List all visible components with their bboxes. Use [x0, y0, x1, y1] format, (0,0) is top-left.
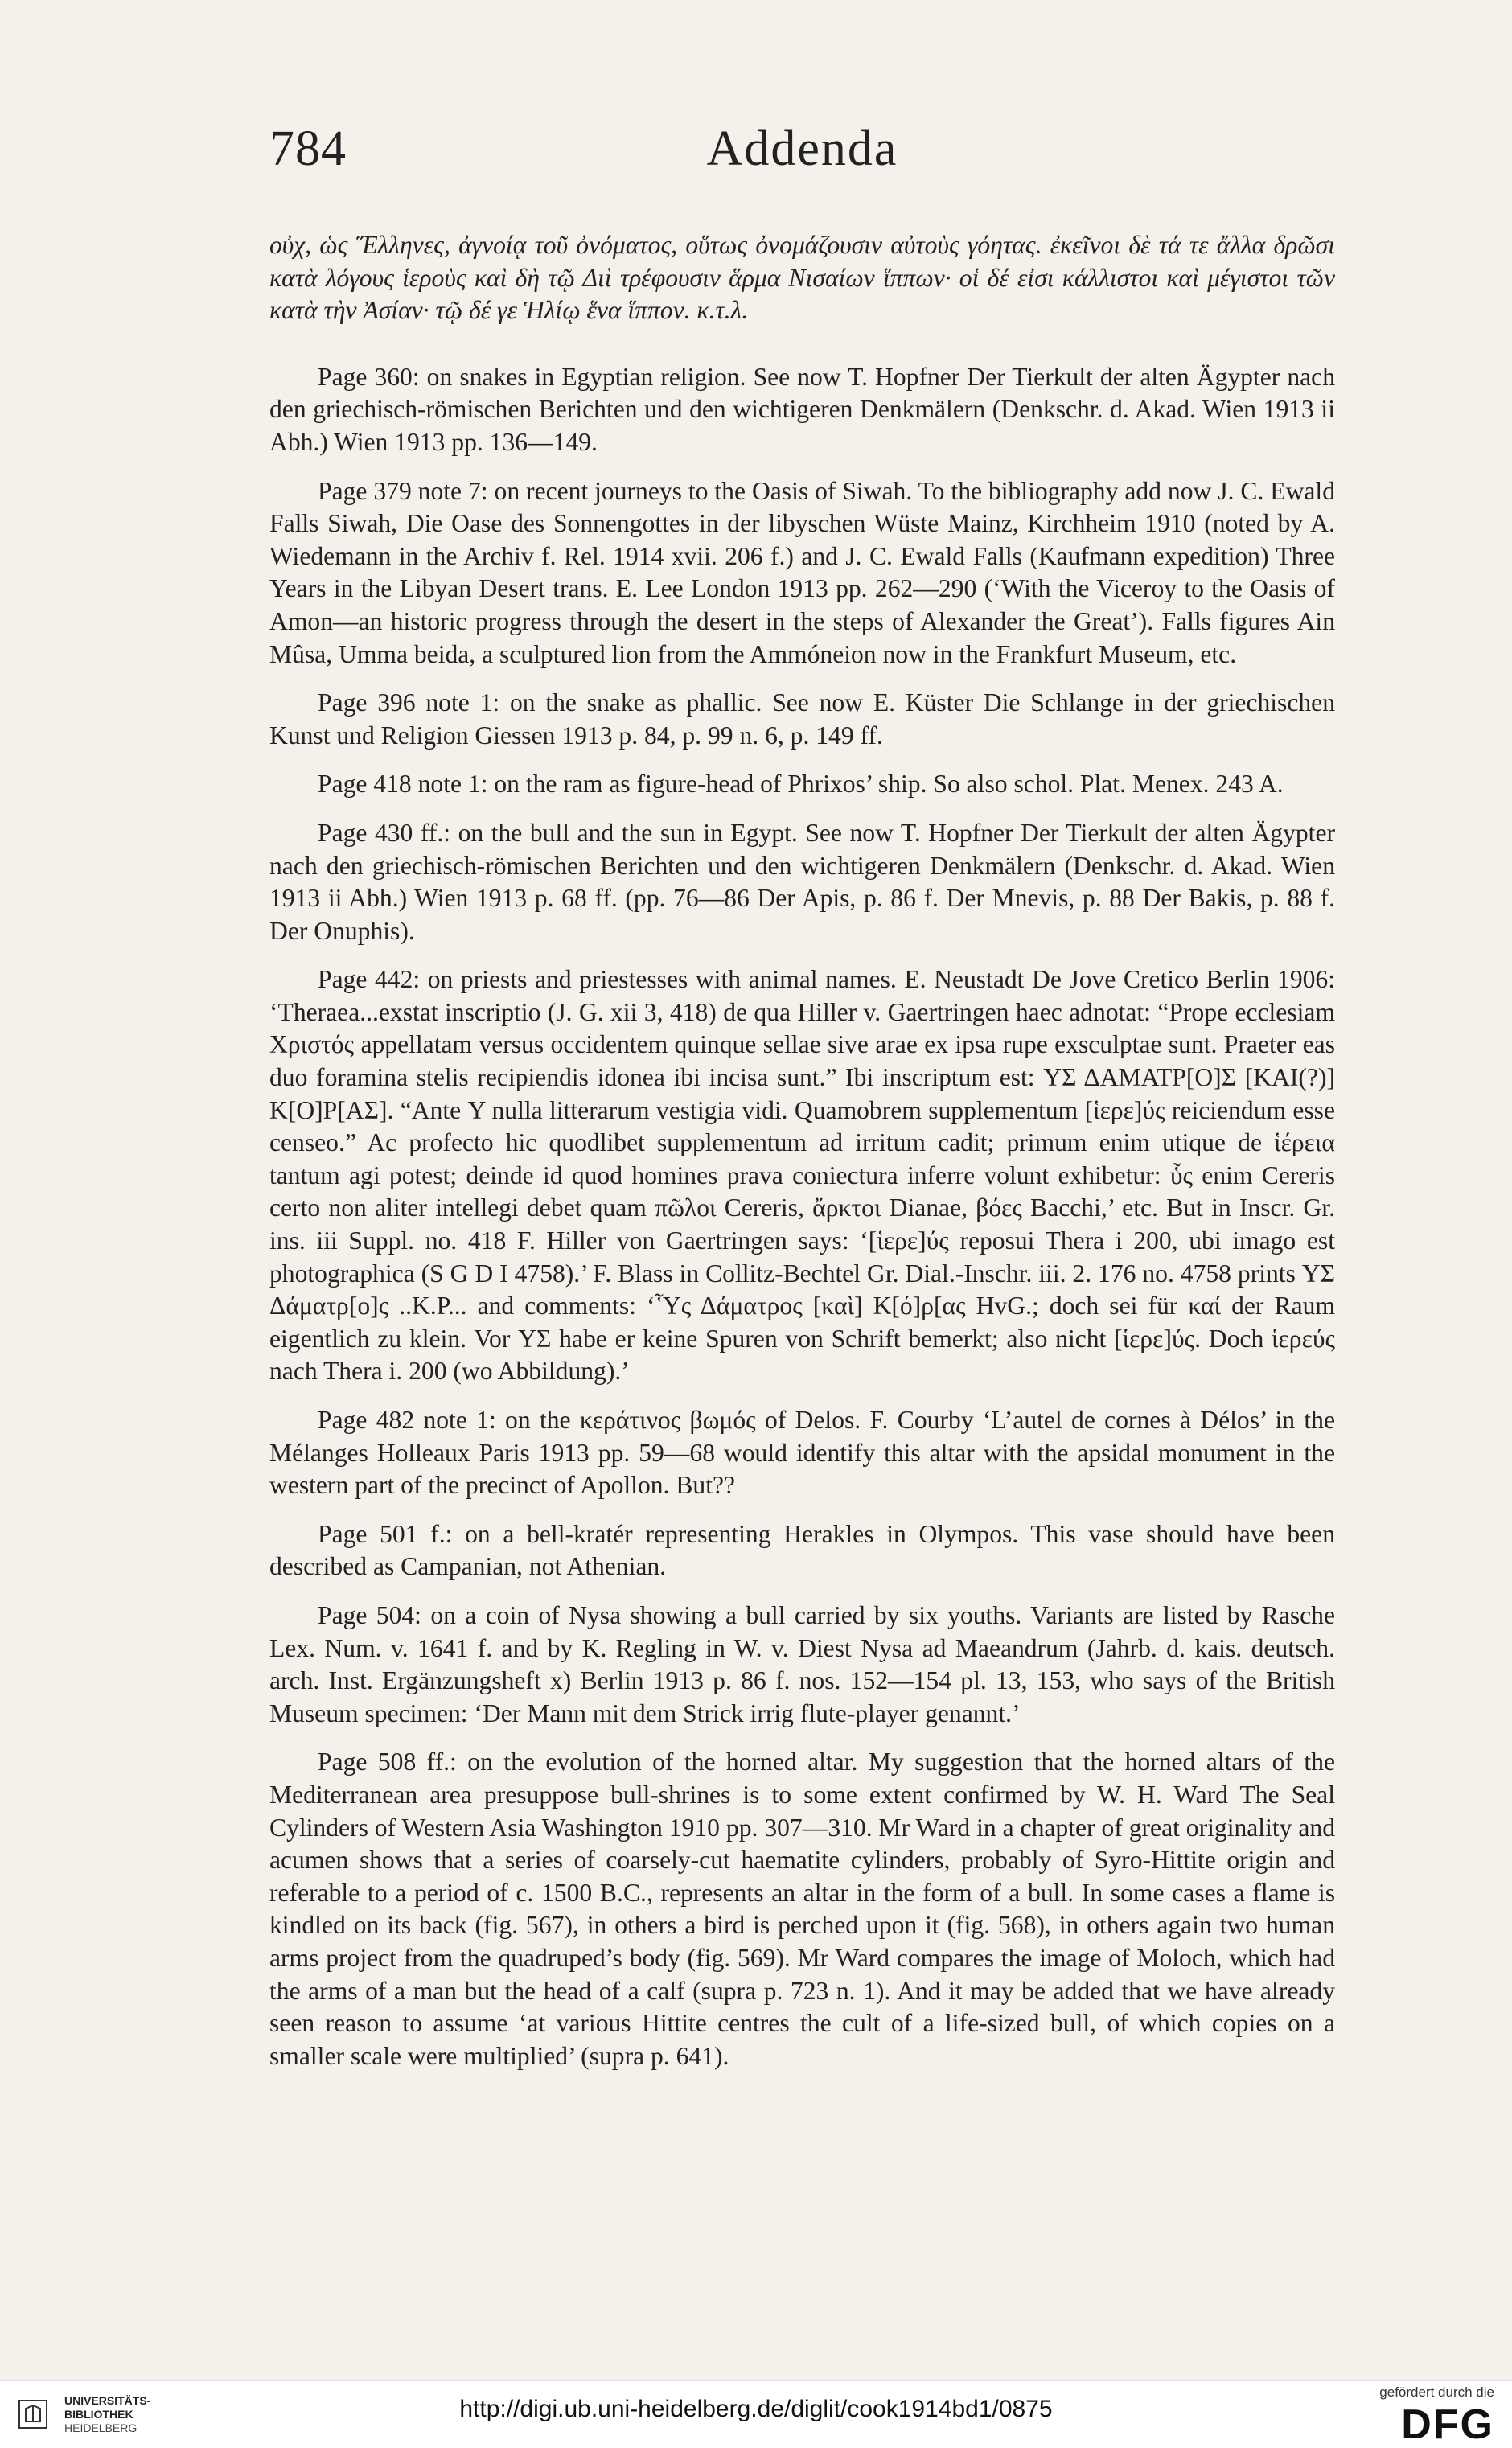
addendum-paragraph: Page 418 note 1: on the ram as figure-head of Phrixos’ ship. So also schol. Plat. Menex. 243 A. [318, 770, 1284, 799]
page-body [269, 229, 1335, 2089]
addendum-paragraph: Page 482 note 1: on the κεράτινος βωμός of Delos. F. Courby ‘L’autel de cornes à Délos’ in the Mélanges Holleaux Paris 1913 pp. 59—68 would identify this altar with the apsidal monument in the western part of the precinct of Apollon. But?? [269, 1406, 1335, 1500]
funder-label: gefördert durch die [1379, 2384, 1494, 2400]
addendum-paragraph: Page 442: on priests and priestesses with animal names. E. Neustadt De Jove Cretico Berlin 1906: ‘Theraea...exstat inscriptio (J. G. xii 3, 418) de qua Hiller v. Gaertringen haec adnotat: “Prope ecclesiam Χριστός appellatam versus occidentem quinque sellae sive arae ex ipsa rupe exsculptae sunt. Praeter eas duo foramina stelis recipiendis idonea ibi incisa sunt.” Ibi inscriptum est: ΥΣ ΔΑΜΑΤΡ[Ο]Σ [ΚΑΙ(?)] Κ[Ο]Ρ[ΑΣ]. “Ante Υ nulla litterarum vestigia vidi. Quamobrem supplementum [ἱερε]ύς reiciendum esse censeo.” Ac profecto hic quodlibet supplementum ad irritum cadit; primum enim utique de ἱέρεια tantum agi potest; deinde id quod homines prava coniectura inferre volunt exhibetur: ὗς enim Cereris certo non aliter intellegi debet quam πῶλοι Cereris, ἄρκτοι Dianae, βόες Bacchi,’ etc. But in Inscr. Gr. ins. iii Suppl. no. 418 F. Hiller von Gaertringen says: ‘[ἱερε]ύς reposui Thera i 200, ubi imago est photographica (S G D I 4758).’ F. Blass in Collitz-Bechtel Gr. Dial.-Inschr. iii. 2. 176 no. 4758 prints ΥΣ Δάματρ[ο]ς ..Κ.Ρ... and comments: ‘Ὗς Δάματρος [καὶ] Κ[ό]ρ[ας HvG.; doch sei für καί der Raum eigentlich zu klein. Vor ΥΣ habe er keine Spuren von Schrift bemerkt; also nicht [ἱερε]ύς. Doch ἱερεύς nach Thera i. 200 (wo Abbildung).’ [269, 965, 1335, 1386]
permalink-url[interactable]: http://digi.ub.uni-heidelberg.de/diglit/cook1914bd1/0875 [459, 2396, 1053, 2422]
page-header [269, 121, 1335, 193]
library-name-line: HEIDELBERG [64, 2421, 138, 2434]
addendum-paragraph: Page 501 f.: on a bell-kratér representing Herakles in Olympos. This vase should have been described as Campanian, not Athenian. [269, 1519, 1335, 1581]
viewer-footer [0, 2380, 1512, 2446]
page-number: 784 [269, 121, 347, 176]
addendum-paragraph: Page 379 note 7: on recent journeys to the Oasis of Siwah. To the bibliography add now J. C. Ewald Falls Siwah, Die Oase des Sonnengottes in der libyschen Wüste Mainz, Kirchheim 1910 (noted by A. Wiedemann in the Archiv f. Rel. 1914 xvii. 206 f.) and J. C. Ewald Falls (Kaufmann expedition) Three Years in the Libyan Desert trans. E. Lee London 1913 pp. 262—290 (‘With the Viceroy to the Oasis of Amon—an historic progress through the desert in the steps of Alexander the Great’). Falls figures Ain Mûsa, Umma beida, a sculptured lion from the Ammóneion now in the Frankfurt Museum, etc. [269, 476, 1335, 668]
library-name-line: UNIVERSITÄTS- [64, 2394, 151, 2407]
addendum-paragraph: Page 430 ff.: on the bull and the sun in Egypt. See now T. Hopfner Der Tierkult der alten Ägypter nach den griechisch-römischen Berichten und den wichtigeren Denkmälern (Denkschr. d. Akad. Wien 1913 ii Abh.) Wien 1913 p. 68 ff. (pp. 76—86 Der Apis, p. 86 f. Der Mnevis, p. 88 Der Bakis, p. 88 f. Der Onuphis). [269, 818, 1335, 945]
running-head: Addenda [706, 121, 898, 176]
addendum-paragraph: Page 396 note 1: on the snake as phallic. See now E. Küster Die Schlange in der griechischen Kunst und Religion Giessen 1913 p. 84, p. 99 n. 6, p. 149 ff. [269, 688, 1335, 750]
greek-quotation: οὐχ, ὡς Ἕλληνες, ἀγνοίᾳ τοῦ ὀνόματος, οὕτως ὀνομάζουσιν αὐτοὺς γόητας. ἐκεῖνοι δὲ τά τε ἄλλα δρῶσι κατὰ λόγους ἱεροὺς καὶ δὴ τῷ Διὶ τρέφουσιν ἅρμα Νισαίων ἵππων· οἱ δέ εἰσι κάλλιστοι καὶ μέγιστοι τῶν κατὰ τὴν Ἀσίαν· τῷ δέ γε Ἡλίῳ ἕνα ἵππον. κ.τ.λ. [269, 231, 1335, 325]
addendum-paragraph: Page 504: on a coin of Nysa showing a bull carried by six youths. Variants are listed by Rasche Lex. Num. v. 1641 f. and by K. Regling in W. v. Diest Nysa ad Maeandrum (Jahrb. d. kais. deutsch. arch. Inst. Ergänzungsheft x) Berlin 1913 p. 86 f. nos. 152—154 pl. 13, 153, who says of the British Museum specimen: ‘Der Mann mit dem Strick irrig flute-player genannt.’ [269, 1600, 1335, 1727]
library-name-line: BIBLIOTHEK [64, 2408, 134, 2421]
dfg-logo-icon: DFG [1401, 2401, 1494, 2448]
addendum-paragraph: Page 508 ff.: on the evolution of the horned altar. My suggestion that the horned altars of the Mediterranean area presuppose bull-shrines is to some extent confirmed by W. H. Ward The Seal Cylinders of Western Asia Washington 1910 pp. 307—310. Mr Ward in a chapter of great originality and acumen shows that a series of coarsely-cut haematite cylinders, probably of Syro-Hittite origin and referable to a period of c. 1500 B.C., represents an altar in the form of a bull. In some cases a flame is kindled on its back (fig. 567), in others a bird is perched upon it (fig. 568), in others again two human arms project from the quadruped’s body (fig. 569). Mr Ward compares the image of Moloch, which had the arms of a man but the head of a calf (supra p. 723 n. 1). And it may be added that we have already seen reason to assume ‘at various Hittite centres the cult of a life-sized bull, of which copies on a smaller scale were multiplied’ (supra p. 641). [269, 1748, 1335, 2070]
addendum-paragraph: Page 360: on snakes in Egyptian religion. See now T. Hopfner Der Tierkult der alten Ägypter nach den griechisch-römischen Berichten und den wichtigeren Denkmälern (Denkschr. d. Akad. Wien 1913 ii Abh.) Wien 1913 pp. 136—149. [269, 362, 1335, 456]
